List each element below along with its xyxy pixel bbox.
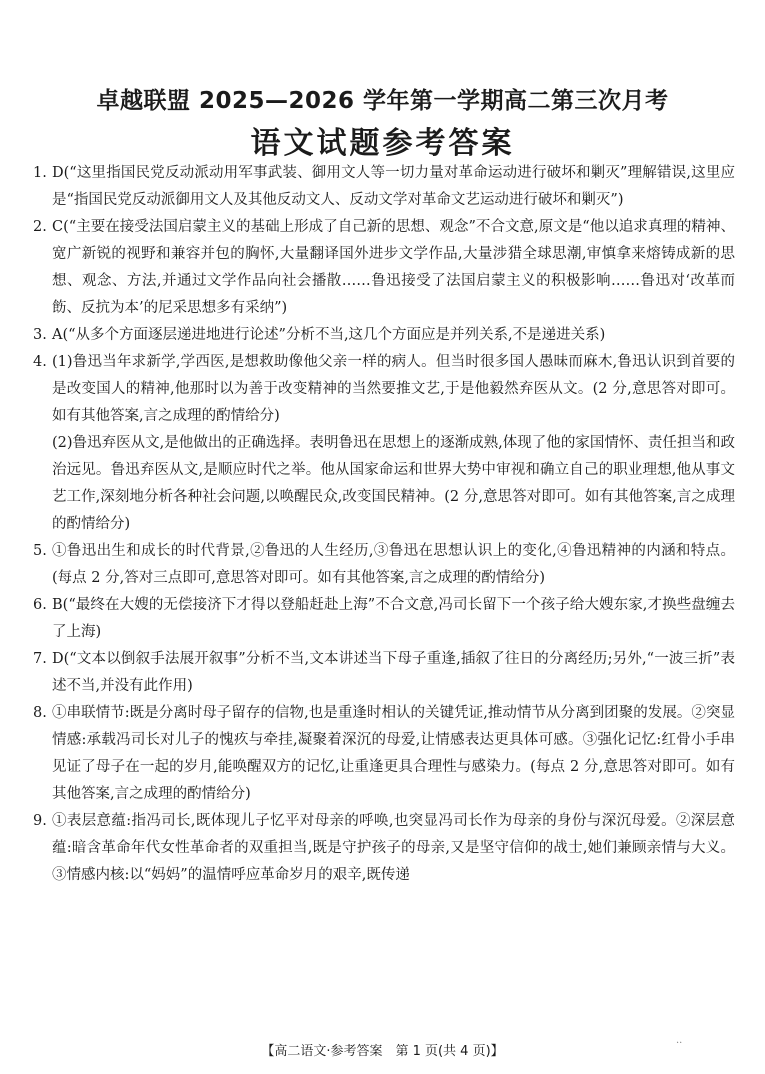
answer-number: 7.	[33, 651, 47, 667]
answer-text: D(“文本以倒叙手法展开叙事”分析不当,文本讲述当下母子重逢,插叙了往日的分离经历;另外,“一波三折”表述不当,并没有此作用)	[52, 651, 735, 694]
answer-item-3	[33, 322, 735, 349]
answer-number: 6.	[33, 597, 47, 613]
answer-list	[33, 160, 735, 889]
answer-number: 3.	[33, 327, 47, 343]
answer-text: B(“最终在大嫂的无偿接济下才得以登船赶赴上海”不合文意,冯司长留下一个孩子给大嫂东家,才换些盘缠去了上海)	[52, 597, 735, 640]
answer-text: ①串联情节:既是分离时母子留存的信物,也是重逢时相认的关键凭证,推动情节从分离到团聚的发展。②突显情感:承载冯司长对儿子的愧疚与牵挂,凝聚着深沉的母爱,让情感表达更具体可感。③强化记忆:红骨小手串见证了母子在一起的岁月,能唤醒双方的记忆,让重逢更具合理性与感染力。(每点 2 分,意思答对即可。如有其他答案,言之成理的酌情给分)	[52, 705, 735, 802]
answer-text: C(“主要在接受法国启蒙主义的基础上形成了自己新的思想、观念”不合文意,原文是“他以追求真理的精神、宽广新锐的视野和兼容并包的胸怀,大量翻译国外进步文学作品,大量涉猎全球思潮,审慎拿来熔铸成新的思想、观念、方法,并通过文学作品向社会播散……鲁迅接受了法国启蒙主义的积极影响……鲁迅对‘改革而飭、反抗为本’的尼采思想多有采纳”)	[52, 219, 735, 316]
answer-text: D(“这里指国民党反动派动用军事武装、御用文人等一切力量对革命运动进行破坏和剿灭”理解错误,这里应是“指国民党反动派御用文人及其他反动文人、反动文学对革命文艺运动进行破坏和剿灭”)	[52, 165, 735, 208]
answer-item-1	[33, 160, 735, 214]
answer-number: 8.	[33, 705, 47, 721]
answer-text: ①鲁迅出生和成长的时代背景,②鲁迅的人生经历,③鲁迅在思想认识上的变化,④鲁迅精神的内涵和特点。(每点 2 分,答对三点即可,意思答对即可。如有其他答案,言之成理的酌情给分)	[52, 543, 735, 586]
answer-item-7	[33, 646, 735, 700]
answer-item-9	[33, 808, 735, 889]
answer-key-title: 语文试题参考答案	[250, 126, 515, 161]
footer-mark: ··	[676, 1038, 683, 1049]
page-footer: 【高二语文·参考答案 第 1 页(共 4 页)】	[261, 1044, 504, 1059]
answer-number: 9.	[33, 813, 47, 829]
answer-item-4	[33, 349, 735, 538]
answer-number: 1.	[33, 165, 47, 181]
answer-text-part-2: (2)鲁迅弃医从文,是他做出的正确选择。表明鲁迅在思想上的逐渐成熟,体现了他的家国情怀、责任担当和政治远见。鲁迅弃医从文,是顺应时代之举。他从国家命运和世界大势中审视和确立自己的职业理想,他从事文艺工作,深刻地分析各种社会问题,以唤醒民众,改变国民精神。(2 分,意思答对即可。如有其他答案,言之成理的酌情给分)	[52, 435, 735, 532]
answer-text: A(“从多个方面逐层递进地进行论述”分析不当,这几个方面应是并列关系,不是递进关系)	[52, 327, 606, 343]
answer-text-part-1: (1)鲁迅当年求新学,学西医,是想救助像他父亲一样的病人。但当时很多国人愚昧而麻木,鲁迅认识到首要的是改变国人的精神,他那时以为善于改变精神的当然要推文艺,于是他毅然弃医从文。(2 分,意思答对即可。如有其他答案,言之成理的酌情给分)	[52, 354, 735, 424]
answer-text: ①表层意蕴:指冯司长,既体现儿子忆平对母亲的呼唤,也突显冯司长作为母亲的身份与深沉母爱。②深层意蕴:暗含革命年代女性革命者的双重担当,既是守护孩子的母亲,又是坚守信仰的战士,她们兼顾亲情与大义。③情感内核:以“妈妈”的温情呼应革命岁月的艰辛,既传递	[52, 813, 735, 883]
answer-number: 4.	[33, 354, 47, 370]
answer-item-8	[33, 700, 735, 808]
answer-item-5	[33, 538, 735, 592]
answer-number: 2.	[33, 219, 47, 235]
answer-item-6	[33, 592, 735, 646]
answer-item-2	[33, 214, 735, 322]
answer-number: 5.	[33, 543, 47, 559]
exam-title: 卓越联盟 2025—2026 学年第一学期高二第三次月考	[96, 88, 669, 114]
